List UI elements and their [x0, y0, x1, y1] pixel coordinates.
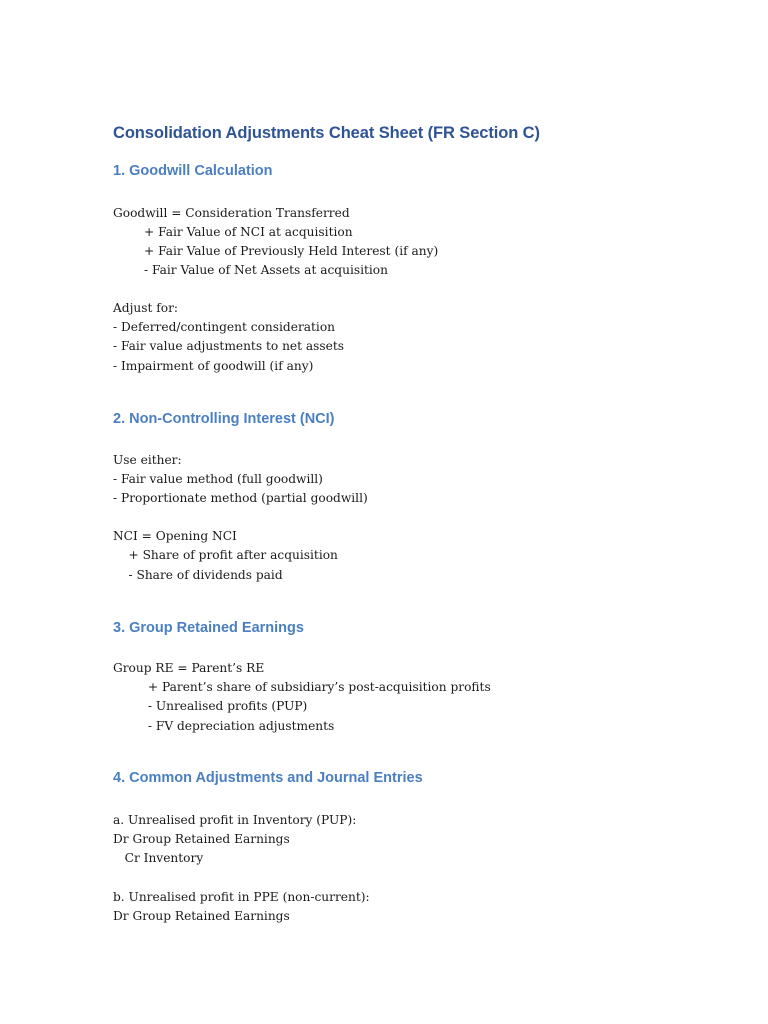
goodwill-formula-line: - Fair Value of Net Assets at acquisition: [113, 263, 388, 277]
document-title: Consolidation Adjustments Cheat Sheet (FR Section C): [113, 124, 540, 142]
group-re-line: + Parent’s share of subsidiary’s post-acquisition profits: [113, 680, 491, 694]
nci-line: - Fair value method (full goodwill): [113, 472, 323, 486]
section-heading-group-re: 3. Group Retained Earnings: [113, 620, 304, 636]
goodwill-adjust-line: - Fair value adjustments to net assets: [113, 339, 345, 353]
section-heading-adjustments: 4. Common Adjustments and Journal Entries: [113, 770, 423, 786]
goodwill-adjust-line: Adjust for:: [113, 301, 179, 315]
group-re-line: - Unrealised profits (PUP): [113, 699, 308, 713]
nci-formula-line: + Share of profit after acquisition: [113, 548, 338, 562]
adjustment-line: Dr Group Retained Earnings: [113, 832, 290, 846]
adjustment-line: a. Unrealised profit in Inventory (PUP):: [113, 813, 357, 827]
group-re-line: - FV depreciation adjustments: [113, 719, 335, 733]
goodwill-formula-line: Goodwill = Consideration Transferred: [113, 206, 350, 220]
nci-line: Use either:: [113, 453, 182, 467]
section-heading-goodwill: 1. Goodwill Calculation: [113, 163, 273, 179]
section-heading-nci: 2. Non-Controlling Interest (NCI): [113, 411, 335, 427]
adjustment-line: b. Unrealised profit in PPE (non-current):: [113, 890, 370, 904]
goodwill-adjust-line: - Impairment of goodwill (if any): [113, 359, 314, 373]
goodwill-adjust-line: - Deferred/contingent consideration: [113, 320, 336, 334]
goodwill-formula-line: + Fair Value of Previously Held Interest (if any): [113, 244, 439, 258]
nci-line: - Proportionate method (partial goodwill): [113, 491, 368, 505]
nci-formula-line: NCI = Opening NCI: [113, 529, 237, 543]
goodwill-formula-line: + Fair Value of NCI at acquisition: [113, 225, 353, 239]
adjustment-line: Dr Group Retained Earnings: [113, 909, 290, 923]
group-re-line: Group RE = Parent’s RE: [113, 661, 265, 675]
adjustment-line: Cr Inventory: [113, 851, 204, 865]
nci-formula-line: - Share of dividends paid: [113, 568, 283, 582]
